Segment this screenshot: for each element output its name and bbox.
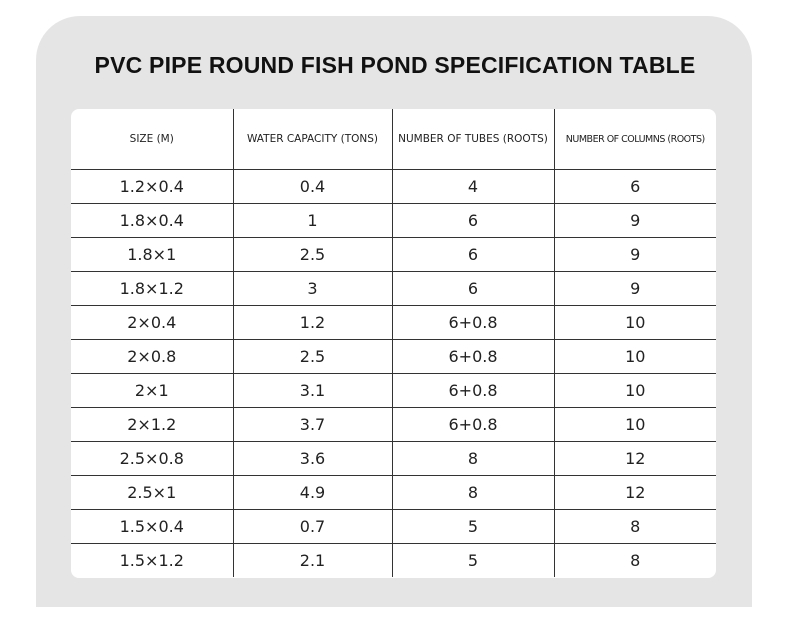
table-header-row (71, 109, 716, 170)
table-row (71, 238, 716, 272)
cell-tubes: 4 (392, 170, 554, 204)
cell-water-capacity: 3.6 (233, 442, 392, 476)
cell-columns: 10 (554, 340, 716, 374)
table-row (71, 476, 716, 510)
cell-columns: 8 (554, 544, 716, 578)
table-row (71, 170, 716, 204)
table-body (71, 170, 716, 578)
cell-size: 1.8×1.2 (71, 272, 233, 306)
cell-columns: 12 (554, 442, 716, 476)
table-row (71, 510, 716, 544)
spec-table-container (71, 109, 716, 578)
header-number-of-columns: NUMBER OF COLUMNS (ROOTS) (554, 109, 716, 170)
cell-tubes: 6+0.8 (392, 340, 554, 374)
cell-columns: 9 (554, 272, 716, 306)
cell-tubes: 6 (392, 238, 554, 272)
cell-columns: 10 (554, 306, 716, 340)
cell-size: 2×0.8 (71, 340, 233, 374)
cell-size: 1.5×1.2 (119, 551, 184, 570)
cell-size: 1.8×1 (71, 238, 233, 272)
cell-tubes: 5 (392, 510, 554, 544)
cell-size: 2×1.2 (71, 408, 233, 442)
cell-columns: 6 (554, 170, 716, 204)
cell-water-capacity: 2.5 (233, 238, 392, 272)
cell-size: 1.5×0.4 (71, 510, 233, 544)
cell-columns: 8 (554, 510, 716, 544)
cell-water-capacity: 4.9 (233, 476, 392, 510)
header-number-of-tubes: NUMBER OF TUBES (ROOTS) (392, 109, 554, 170)
table-row (71, 204, 716, 238)
cell-size: 2×0.4 (71, 306, 233, 340)
cell-tubes: 6+0.8 (392, 408, 554, 442)
cell-tubes: 6+0.8 (392, 374, 554, 408)
header-size: SIZE (M) (71, 109, 233, 170)
cell-columns: 10 (554, 408, 716, 442)
table-row (71, 340, 716, 374)
table-row (71, 544, 716, 578)
page-title: PVC PIPE ROUND FISH POND SPECIFICATION TABLE (94, 52, 696, 78)
cell-tubes: 6 (392, 272, 554, 306)
cell-size: 1.8×0.4 (71, 204, 233, 238)
cell-tubes: 5 (392, 544, 554, 578)
table-row (71, 408, 716, 442)
cell-size: 2.5×1 (71, 476, 233, 510)
table-row (71, 374, 716, 408)
cell-size: 2×1 (71, 374, 233, 408)
cell-columns: 12 (554, 476, 716, 510)
cell-columns: 9 (554, 204, 716, 238)
cell-water-capacity: 1.2 (233, 306, 392, 340)
cell-water-capacity: 2.5 (233, 340, 392, 374)
cell-water-capacity: 0.7 (233, 510, 392, 544)
cell-columns: 10 (554, 374, 716, 408)
cell-size: 1.2×0.4 (71, 170, 233, 204)
cell-tubes: 6+0.8 (392, 306, 554, 340)
cell-water-capacity: 3.7 (233, 408, 392, 442)
table-row (71, 306, 716, 340)
cell-water-capacity: 2.1 (233, 544, 392, 578)
cell-water-capacity: 3.1 (233, 374, 392, 408)
header-water-capacity: WATER CAPACITY (TONS) (233, 109, 392, 170)
cell-size: 2.5×0.8 (71, 442, 233, 476)
cell-water-capacity: 1 (233, 204, 392, 238)
table-row (71, 272, 716, 306)
cell-water-capacity: 0.4 (233, 170, 392, 204)
cell-tubes: 8 (392, 442, 554, 476)
spec-table (71, 109, 716, 577)
table-row (71, 442, 716, 476)
cell-tubes: 8 (392, 476, 554, 510)
cell-tubes: 6 (392, 204, 554, 238)
cell-columns: 9 (554, 238, 716, 272)
cell-water-capacity: 3 (233, 272, 392, 306)
